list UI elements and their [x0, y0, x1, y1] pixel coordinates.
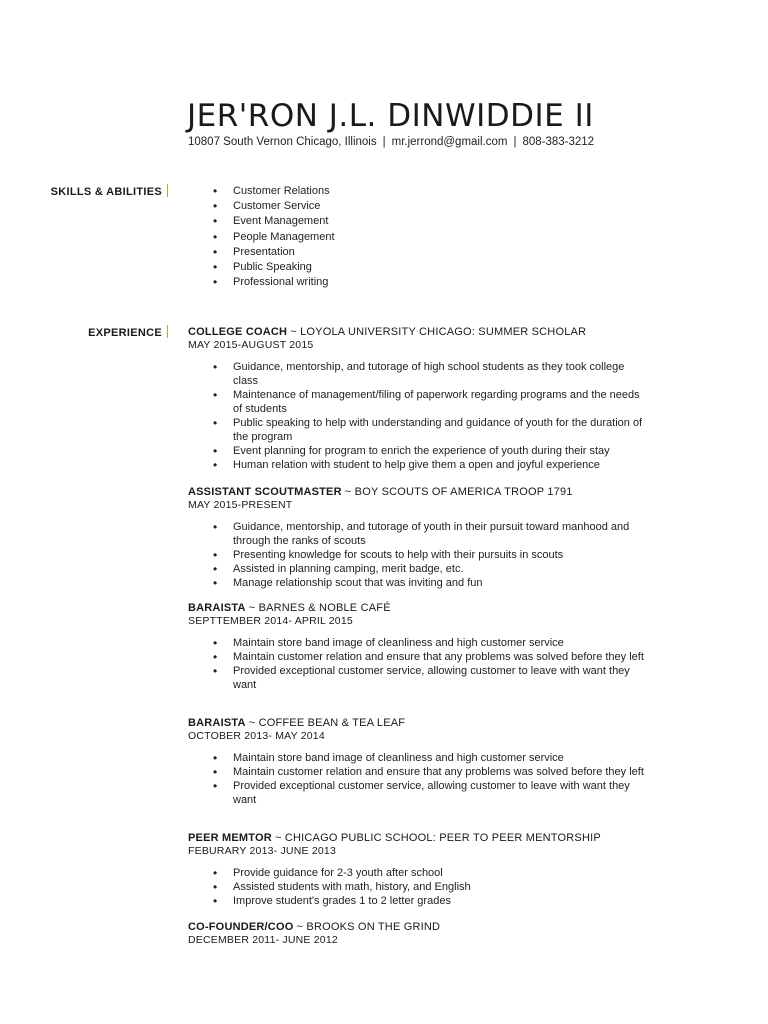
- job-duty: • Assisted in planning camping, merit badge, etc.: [233, 562, 648, 576]
- job-dates: DECEMBER 2011- JUNE 2012: [188, 934, 338, 946]
- job-entry: [188, 325, 648, 472]
- job-duty: • Maintain store band image of cleanliness and high customer service: [233, 636, 648, 650]
- job-title-line: [188, 601, 648, 615]
- job-duties-list: [233, 360, 648, 472]
- job-organization: ~ BROOKS ON THE GRIND: [296, 921, 441, 933]
- job-duty: • Maintenance of management/filing of paperwork regarding programs and the needs of students: [233, 388, 648, 416]
- skill-item: • Presentation: [233, 245, 453, 259]
- job-duties-list: [233, 866, 648, 908]
- address: 10807 South Vernon Chicago, Illinois: [188, 136, 377, 148]
- job-duty: • Assisted students with math, history, and English: [233, 880, 648, 894]
- job-entry: [188, 831, 648, 908]
- job-dates: FEBURARY 2013- JUNE 2013: [188, 845, 336, 857]
- contact-line: [188, 135, 594, 149]
- applicant-name: JER'RON J.L. DINWIDDIE II: [187, 98, 594, 134]
- job-organization: ~ COFFEE BEAN & TEA LEAF: [248, 717, 406, 729]
- job-organization: ~ LOYOLA UNIVERSITY CHICAGO: SUMMER SCHOLAR: [290, 326, 587, 338]
- skill-item: • Event Management: [233, 214, 453, 228]
- job-dates: MAY 2015-PRESENT: [188, 499, 293, 511]
- job-role: PEER MEMTOR: [188, 832, 272, 844]
- job-role: BARAISTA: [188, 602, 246, 614]
- job-duty: • Maintain store band image of cleanliness and high customer service: [233, 751, 648, 765]
- job-duty: • Provided exceptional customer service, allowing customer to leave with want they want: [233, 664, 648, 692]
- job-duty: • Provide guidance for 2-3 youth after school: [233, 866, 648, 880]
- job-entry: [188, 920, 648, 947]
- skill-item: • Professional writing: [233, 275, 453, 289]
- contact-separator: |: [382, 136, 386, 148]
- experience-heading-text: EXPERIENCE: [88, 327, 162, 339]
- skill-item: • People Management: [233, 230, 453, 244]
- job-organization: ~ BARNES & NOBLE CAFÉ: [248, 602, 391, 614]
- section-divider-bar: [167, 325, 168, 338]
- experience-heading: [0, 325, 168, 340]
- job-duty: • Human relation with student to help give them a open and joyful experience: [233, 458, 648, 472]
- job-duty: • Improve student's grades 1 to 2 letter grades: [233, 894, 648, 908]
- job-duty: • Provided exceptional customer service, allowing customer to leave with want they want: [233, 779, 648, 807]
- job-dates: OCTOBER 2013- MAY 2014: [188, 730, 325, 742]
- job-organization: ~ BOY SCOUTS OF AMERICA TROOP 1791: [344, 486, 573, 498]
- job-title-line: [188, 716, 648, 730]
- job-title-line: [188, 325, 648, 339]
- job-duties-list: [233, 636, 648, 692]
- job-entry: [188, 601, 648, 692]
- job-duty: • Presenting knowledge for scouts to help with their pursuits in scouts: [233, 548, 648, 562]
- job-duty: • Maintain customer relation and ensure that any problems was solved before they left: [233, 765, 648, 779]
- skills-heading: [0, 184, 168, 199]
- job-title-line: [188, 485, 648, 499]
- job-title-line: [188, 831, 648, 845]
- job-role: BARAISTA: [188, 717, 246, 729]
- skills-heading-text: SKILLS & ABILITIES: [50, 186, 162, 198]
- job-duty: • Maintain customer relation and ensure that any problems was solved before they left: [233, 650, 648, 664]
- contact-separator: |: [513, 136, 517, 148]
- job-duty: • Event planning for program to enrich the experience of youth during their stay: [233, 444, 648, 458]
- job-dates: SEPTTEMBER 2014- APRIL 2015: [188, 615, 353, 627]
- job-title-line: [188, 920, 648, 934]
- job-duties-list: [233, 520, 648, 590]
- skill-item: • Customer Service: [233, 199, 453, 213]
- job-duties-list: [233, 751, 648, 807]
- skill-item: • Customer Relations: [233, 184, 453, 198]
- phone: 808-383-3212: [522, 136, 595, 148]
- job-dates: MAY 2015-AUGUST 2015: [188, 339, 314, 351]
- job-duty: • Public speaking to help with understanding and guidance of youth for the duration of the program: [233, 416, 648, 444]
- job-duty: • Guidance, mentorship, and tutorage of high school students as they took college class: [233, 360, 648, 388]
- job-role: COLLEGE COACH: [188, 326, 288, 338]
- job-duty: • Manage relationship scout that was inviting and fun: [233, 576, 648, 590]
- job-role: CO-FOUNDER/COO: [188, 921, 294, 933]
- job-entry: [188, 485, 648, 590]
- skill-item: • Public Speaking: [233, 260, 453, 274]
- job-role: ASSISTANT SCOUTMASTER: [188, 486, 342, 498]
- skills-list: [233, 184, 453, 290]
- job-duty: • Guidance, mentorship, and tutorage of youth in their pursuit toward manhood and through the ranks of scouts: [233, 520, 648, 548]
- section-divider-bar: [167, 184, 168, 197]
- email: mr.jerrond@gmail.com: [391, 136, 508, 148]
- job-organization: ~ CHICAGO PUBLIC SCHOOL: PEER TO PEER MENTORSHIP: [274, 832, 601, 844]
- job-entry: [188, 716, 648, 807]
